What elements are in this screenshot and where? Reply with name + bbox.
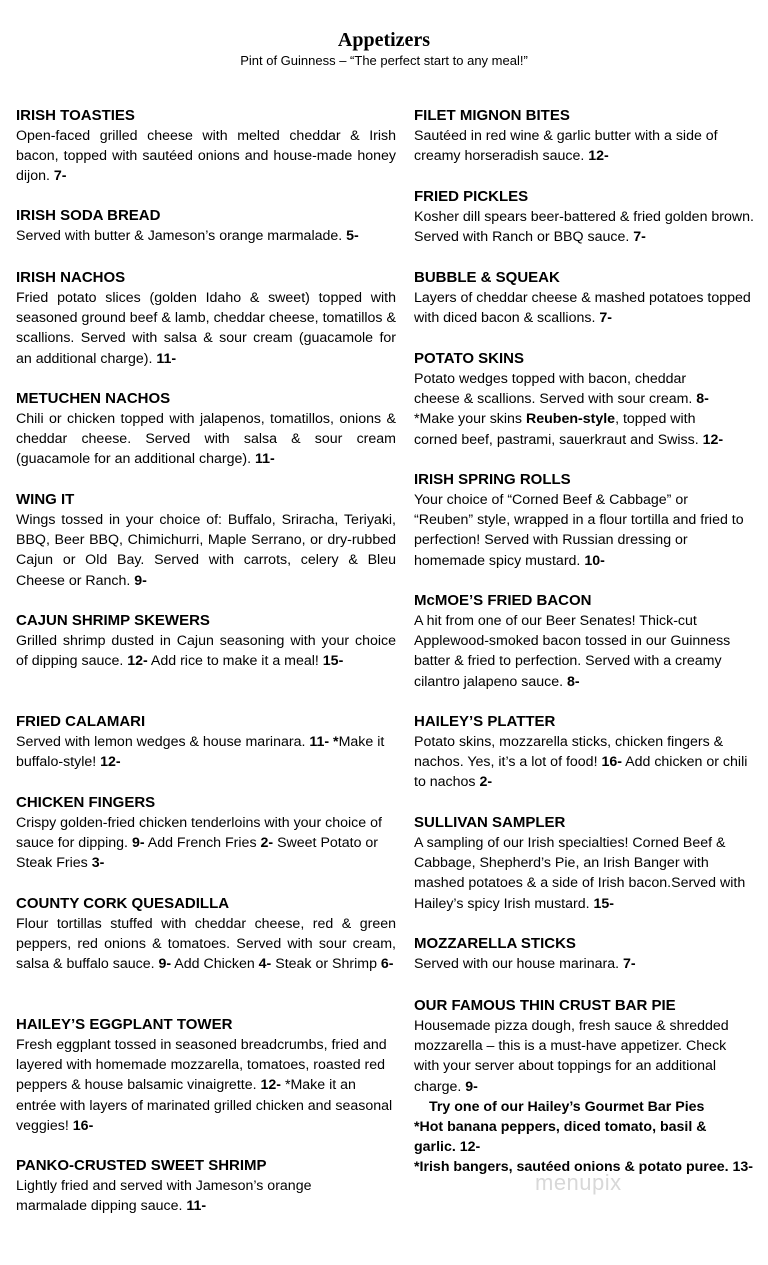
item-description: [16, 1176, 336, 1216]
item-price: 11-: [254, 451, 275, 468]
item-name: HAILEY’S EGGPLANT TOWER: [16, 1016, 233, 1033]
menu-item-filet-mignon-bites: [414, 106, 754, 166]
item-desc-text: Crispy golden-fried chicken tenderloins with your choice of sauce for dipping.: [16, 815, 382, 852]
item-price: 5-: [346, 228, 359, 244]
item-name: FRIED PICKLES: [414, 188, 529, 205]
item-name: IRISH SPRING ROLLS: [414, 471, 571, 488]
menu-item-fried-pickles: [414, 187, 754, 247]
item-description: [16, 288, 396, 369]
item-description: [16, 409, 396, 470]
menu-item-irish-toasties: [16, 106, 396, 187]
item-name: FILET MIGNON BITES: [414, 107, 570, 124]
item-desc-addon-2: , topped with corned beef, pastrami, sauerkraut and Swiss.: [414, 411, 703, 448]
item-price-addon: 2-: [260, 835, 274, 852]
menu-item-sullivan-sampler: [414, 813, 754, 914]
menu-item-irish-spring-rolls: [414, 470, 754, 571]
item-description: [414, 207, 754, 247]
menu-item-county-cork-quesadilla: [16, 894, 396, 975]
item-price: 12-: [588, 148, 609, 165]
item-name: PANKO-CRUSTED SWEET SHRIMP: [16, 1157, 267, 1174]
item-description: [414, 126, 754, 166]
menu-item-wing-it: [16, 490, 396, 591]
item-price: 15-: [593, 895, 615, 912]
item-price: 11-: [309, 734, 330, 750]
item-price-addon: 12-: [702, 431, 724, 448]
item-price: 12-: [127, 653, 148, 670]
item-desc-text: Chili or chicken topped with jalapenos, tomatillos, onions & cheddar cheese. Served with salsa & sour cream (guacamole for an additional charge).: [16, 411, 396, 468]
item-description: [16, 914, 396, 975]
item-price: 7-: [633, 229, 646, 246]
item-desc-addon: *Make it an entrée with layers of marinated grilled chicken and seasonal veggies!: [16, 1077, 393, 1134]
item-desc-text: Flour tortillas stuffed with cheddar cheese, red & green peppers, red onions & tomatoes. Served with sour cream, salsa & buffalo sauce.: [16, 916, 396, 973]
item-name: McMOE’S FRIED BACON: [414, 592, 592, 609]
item-price: 8-: [696, 391, 709, 408]
menu-item-cajun-shrimp-skewers: [16, 611, 396, 671]
item-name: IRISH TOASTIES: [16, 107, 135, 124]
item-price: 9-: [131, 835, 145, 852]
menu-item-haileys-platter: [414, 712, 754, 793]
item-desc-addon: Add Chicken: [171, 956, 259, 973]
item-price-addon-2: 3-: [91, 855, 105, 872]
item-desc-text: A sampling of our Irish specialties! Corned Beef & Cabbage, Shepherd’s Pie, an Irish Banger with mashed potatoes & a side of Irish bacon.Served with Hailey’s spicy Irish mustard.: [414, 835, 746, 912]
item-price: 8-: [567, 673, 580, 690]
item-price-addon: 15-: [322, 653, 344, 670]
item-desc-text: Kosher dill spears beer-battered & fried golden brown. Served with Ranch or BBQ sauce.: [414, 209, 754, 246]
item-price: 7-: [53, 168, 67, 185]
menu-item-potato-skins: [414, 349, 754, 450]
menu-item-irish-soda-bread: [16, 206, 396, 246]
item-name: METUCHEN NACHOS: [16, 390, 171, 407]
item-name: COUNTY CORK QUESADILLA: [16, 895, 230, 912]
item-price: 7-: [622, 956, 636, 972]
item-desc-text: Served with our house marinara.: [414, 956, 623, 972]
item-desc-bold: Reuben-style: [525, 411, 616, 428]
item-desc-addon: Add chicken or chili to nachos: [414, 754, 748, 791]
item-price: 10-: [584, 552, 605, 569]
item-desc-text: Lightly fried and served with Jameson’s orange marmalade dipping sauce.: [16, 1178, 312, 1215]
item-price-addon: 16-: [72, 1117, 94, 1134]
item-asterisk: *: [333, 734, 339, 750]
item-description: [414, 490, 744, 571]
menu-item-panko-crusted-sweet-shrimp: [16, 1156, 396, 1216]
menu-item-haileys-eggplant-tower: [16, 1015, 396, 1136]
item-desc-addon-2: Sweet Potato or Steak Fries: [16, 835, 379, 872]
menu-item-chicken-fingers: [16, 793, 396, 874]
item-description: [414, 369, 724, 450]
item-desc-text: Served with lemon wedges & house marinara.: [16, 734, 310, 750]
item-description: [16, 732, 396, 772]
item-price: 11-: [156, 350, 177, 367]
bar-pie-option-1: *Hot banana peppers, diced tomato, basil & garlic. 12-: [414, 1119, 707, 1156]
menu-item-bubble-and-squeak: [414, 268, 754, 328]
menu-item-thin-crust-bar-pie: [414, 996, 754, 1178]
menu-item-fried-calamari: [16, 712, 396, 772]
item-name: POTATO SKINS: [414, 350, 525, 367]
item-price: 12-: [260, 1077, 281, 1094]
item-name: SULLIVAN SAMPLER: [414, 814, 566, 831]
item-price-addon: 12-: [100, 754, 121, 771]
item-name: IRISH SODA BREAD: [16, 207, 161, 224]
item-description: [16, 226, 396, 246]
item-description: [16, 1035, 396, 1136]
page-subtitle: Pint of Guinness – “The perfect start to any meal!”: [240, 53, 528, 68]
menu-item-mozzarella-sticks: [414, 934, 754, 974]
menu-item-metuchen-nachos: [16, 389, 396, 470]
item-desc-text: Potato wedges topped with bacon, cheddar cheese & scallions. Served with sour cream.: [414, 371, 697, 408]
watermark-text: menupix: [535, 1170, 622, 1195]
item-price: 7-: [599, 310, 612, 327]
item-description: [16, 631, 396, 671]
item-description: [414, 833, 754, 914]
item-price: 9-: [158, 956, 172, 973]
menu-item-mcmoes-fried-bacon: [414, 591, 754, 692]
item-name: MOZZARELLA STICKS: [414, 935, 576, 952]
item-price: 11-: [186, 1198, 207, 1215]
item-description: [16, 813, 396, 874]
page-title: Appetizers: [337, 29, 431, 51]
item-desc-text: Layers of cheddar cheese & mashed potatoes topped with diced bacon & scallions.: [414, 290, 751, 327]
bar-pies-heading: Try one of our Hailey’s Gourmet Bar Pies: [429, 1098, 705, 1115]
item-desc-addon: Make it buffalo-style!: [16, 734, 385, 771]
item-desc-text: Potato skins, mozzarella sticks, chicken fingers & nachos. Yes, it’s a lot of food!: [414, 734, 724, 771]
menu-item-irish-nachos: [16, 268, 396, 369]
item-desc-text: A hit from one of our Beer Senates! Thick-cut Applewood-smoked bacon tossed in our Guinness batter & fried to perfection. Served with a creamy cilantro jalapeno sauce.: [414, 613, 731, 690]
item-price: 16-: [601, 754, 622, 771]
item-name: IRISH NACHOS: [16, 269, 126, 286]
item-description: [16, 126, 396, 187]
item-desc-text: Your choice of “Corned Beef & Cabbage” or “Reuben” style, wrapped in a flour tortilla and fried to perfection! Served with Russian dressing or homemade spicy mustard.: [414, 492, 744, 569]
item-name: HAILEY’S PLATTER: [414, 713, 556, 730]
item-desc-text: Sautéed in red wine & garlic butter with a side of creamy horseradish sauce.: [414, 128, 718, 165]
item-name: BUBBLE & SQUEAK: [414, 269, 560, 286]
item-name: CHICKEN FINGERS: [16, 794, 156, 811]
item-desc-text: Grilled shrimp dusted in Cajun seasoning with your choice of dipping sauce.: [16, 633, 396, 670]
item-desc-addon: Add rice to make it a meal!: [147, 653, 323, 670]
item-description: [414, 1016, 754, 1097]
item-name: WING IT: [16, 491, 75, 508]
item-desc-text: Wings tossed in your choice of: Buffalo, Sriracha, Teriyaki, BBQ, Beer BBQ, Chimichurri, Maple Serrano, or dry-rubbed Cajun or Old Bay. Served with carrots, celery & Bleu Cheese or Ranch.: [16, 512, 396, 589]
item-price: 9-: [134, 572, 147, 589]
item-desc-text: Served with butter & Jameson’s orange marmalade.: [16, 228, 347, 244]
item-desc-text: Fried potato slices (golden Idaho & sweet) topped with seasoned ground beef & lamb, cheddar cheese, tomatillos & scallions. Served with salsa & sour cream (guacamole for an additional charge).: [16, 290, 396, 367]
menu-header: [0, 28, 768, 69]
item-price: 9-: [465, 1078, 478, 1095]
item-desc-text: Housemade pizza dough, fresh sauce & shredded mozzarella – this is a must-have appetizer. Check with your server about toppings for an additional charge.: [414, 1018, 729, 1095]
item-description: [414, 954, 754, 974]
item-desc-addon: Add French Fries: [144, 835, 261, 852]
item-desc-addon-2: Steak or Shrimp: [271, 956, 381, 973]
item-price-addon: 2-: [479, 774, 493, 791]
item-description: [414, 732, 754, 793]
item-desc-text: Fresh eggplant tossed in seasoned breadcrumbs, fried and layered with homemade mozzarella, tomatoes, roasted red peppers & house balsamic vinaigrette.: [16, 1037, 387, 1094]
item-name: FRIED CALAMARI: [16, 713, 146, 730]
item-desc-addon: *Make your skins: [414, 411, 526, 428]
item-name: OUR FAMOUS THIN CRUST BAR PIE: [414, 997, 676, 1014]
item-name: CAJUN SHRIMP SKEWERS: [16, 612, 210, 629]
bar-pie-option-2: *Irish bangers, sautéed onions & potato puree. 13-: [414, 1159, 753, 1176]
item-desc-text: Open-faced grilled cheese with melted cheddar & Irish bacon, topped with sautéed onions and house-made honey dijon.: [16, 128, 396, 185]
item-price-addon: 4-: [258, 956, 272, 973]
item-description: [414, 288, 754, 328]
item-description: [16, 510, 396, 591]
item-description: [414, 611, 754, 692]
item-price-addon-2: 6-: [380, 956, 394, 973]
